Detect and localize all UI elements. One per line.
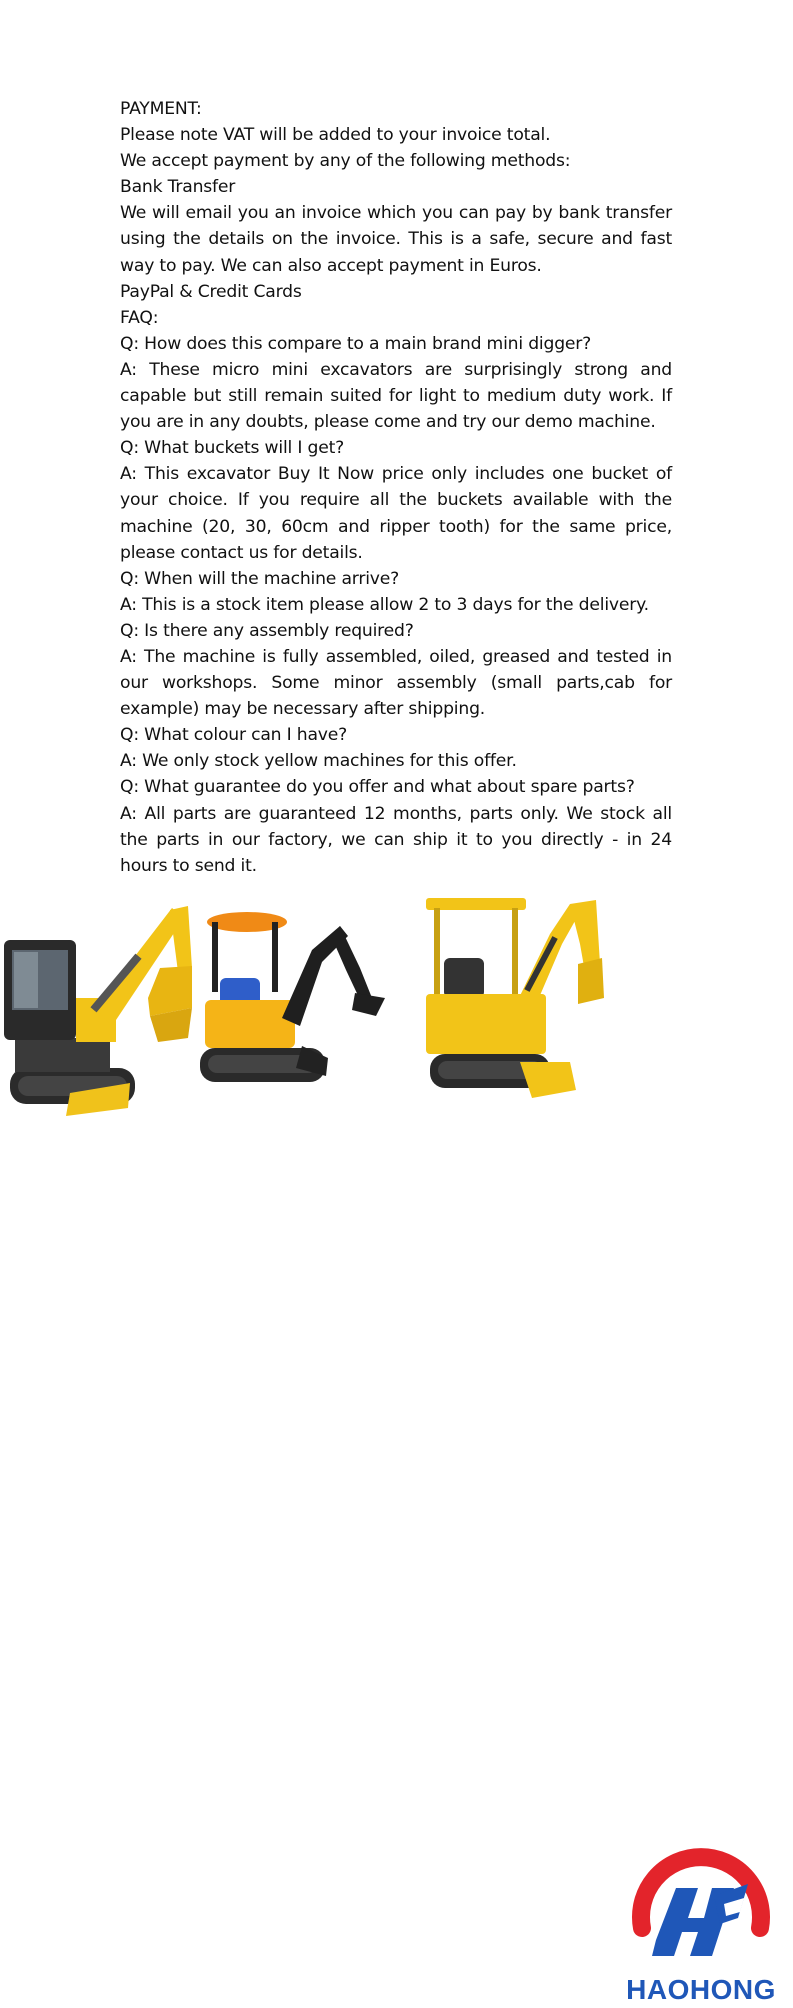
- canopy-excavator-icon: [200, 908, 395, 1093]
- paragraph: A: The machine is fully assembled, oiled, greased and tested in our workshops. Some minor assembly (small parts,cab for example) may be necessary after shipping.: [120, 646, 672, 720]
- paragraph: A: These micro mini excavators are surprisingly strong and capable but still remain suited for light to medium duty work. If you are in any doubts, please come and try our demo machine.: [120, 359, 672, 433]
- paragraph: Please note VAT will be added to your invoice total.: [120, 125, 551, 146]
- paragraph: We accept payment by any of the following methods:: [120, 151, 571, 172]
- logo-mark-icon: [612, 1848, 790, 1974]
- paragraph: A: This is a stock item please allow 2 to 3 days for the delivery.: [120, 594, 649, 615]
- paragraph: PayPal & Credit Cards: [120, 281, 302, 302]
- document-body: [120, 96, 672, 879]
- paragraph: A: This excavator Buy It Now price only includes one bucket of your choice. If you require all the buckets available with the machine (20, 30, 60cm and ripper tooth) for the same price, please contact us for details.: [120, 464, 672, 563]
- paragraph: Bank Transfer: [120, 177, 236, 198]
- haohong-logo: [612, 1848, 790, 2008]
- paragraph: Q: What guarantee do you offer and what about spare parts?: [120, 777, 635, 798]
- paragraph: We will email you an invoice which you can pay by bank transfer using the details on the invoice. This is a safe, secure and fast way to pay. We can also accept payment in Euros.: [120, 203, 672, 276]
- brand-name: HAOHONG: [626, 1974, 776, 2005]
- paragraph: Q: What colour can I have?: [120, 725, 348, 746]
- product-images: [0, 888, 793, 2005]
- mini-excavator-icon: [420, 894, 605, 1114]
- paragraph: Q: How does this compare to a main brand mini digger?: [120, 333, 592, 354]
- paragraph: Q: What buckets will I get?: [120, 438, 345, 459]
- paragraph: PAYMENT:: [120, 99, 202, 119]
- paragraph: Q: When will the machine arrive?: [120, 568, 400, 589]
- paragraph: A: All parts are guaranteed 12 months, parts only. We stock all the parts in our factory, we can ship it to you directly - in 24 hours to send it.: [120, 803, 672, 876]
- paragraph: Q: Is there any assembly required?: [120, 620, 414, 641]
- cabin-excavator-icon: [0, 888, 200, 1120]
- paragraph: FAQ:: [120, 307, 159, 328]
- paragraph: A: We only stock yellow machines for this offer.: [120, 751, 517, 772]
